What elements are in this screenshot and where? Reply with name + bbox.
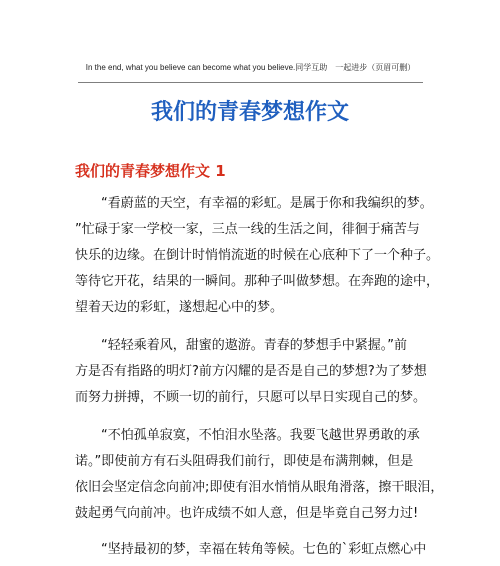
body-line: 而努力拼搏，不顾一切的前行，只愿可以早日实现自己的梦。 bbox=[75, 390, 427, 405]
body-line: 方是否有指路的明灯?前方闪耀的是否是自己的梦想?为了梦想 bbox=[75, 364, 427, 379]
body-line: 依旧会坚定信念向前冲;即使有泪水悄悄从眼角滑落，擦干眼泪， bbox=[75, 480, 444, 495]
body-line: 快乐的边缘。在倒计时悄悄流逝的时候在心底种下了一个种子。 bbox=[75, 248, 440, 263]
body-line: “坚持最初的梦，幸福在转角等候。七色的`彩虹点燃心中 bbox=[75, 542, 427, 557]
section-title: 我们的青春梦想作文 1 bbox=[75, 162, 226, 180]
body-line: “不怕孤单寂寞，不怕泪水坠落。我要飞越世界勇敢的承 bbox=[75, 428, 420, 443]
body-line: ”忙碌于家一学校一家，三点一线的生活之间，徘徊于痛苦与 bbox=[75, 222, 420, 237]
body-line: “轻轻乘着风，甜蜜的遨游。青春的梦想手中紧握。”前 bbox=[75, 338, 407, 353]
body-line: 诺。”即使前方有石头阻碍我们前行，即使是布满荆棘，但是 bbox=[75, 454, 414, 469]
page-header-text: In the end, what you believe can become what you believe.同学互助 一起进步（页眉可删） bbox=[85, 63, 416, 72]
header-divider bbox=[78, 82, 423, 83]
body-line: “看蔚蓝的天空，有幸福的彩虹。是属于你和我编织的梦。 bbox=[75, 196, 433, 211]
body-line: 鼓起勇气向前冲。也许成绩不如人意，但是毕竟自己努力过! bbox=[75, 506, 419, 521]
body-line: 等待它开花，结果的一瞬间。那种子叫做梦想。在奔跑的途中， bbox=[75, 274, 440, 289]
document-title: 我们的青春梦想作文 bbox=[150, 100, 349, 125]
body-line: 望着天边的彩虹，遂想起心中的梦。 bbox=[75, 300, 284, 315]
